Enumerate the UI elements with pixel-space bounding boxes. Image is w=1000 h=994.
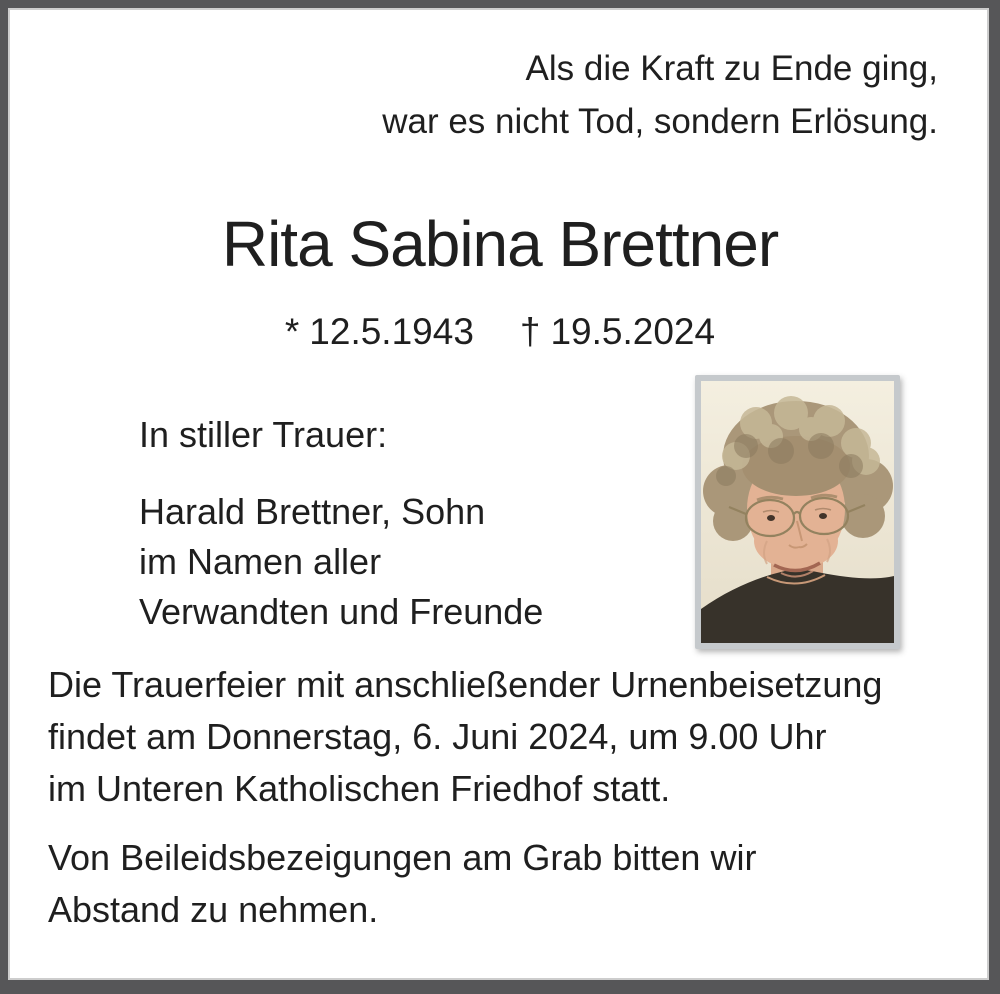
mourners-block: [139, 410, 543, 637]
epitaph: [382, 42, 938, 148]
mourner-line-1: Harald Brettner, Sohn: [139, 491, 486, 532]
death-cross-symbol: †: [519, 311, 541, 352]
epitaph-line-2: war es nicht Tod, sondern Erlösung.: [382, 102, 938, 141]
portrait-illustration: [701, 381, 894, 643]
mourner-line-2: im Namen aller: [139, 541, 382, 582]
portrait-photo: [695, 375, 900, 649]
deceased-name: Rita Sabina Brettner: [221, 208, 779, 280]
condolence-line-1: Von Beileidsbezeigungen am Grab bitten wir: [48, 837, 757, 878]
death-date: 19.5.2024: [550, 311, 716, 352]
life-dates: [0, 306, 1000, 358]
birth-date: 12.5.1943: [309, 311, 474, 352]
condolence-note: [48, 832, 756, 936]
death-date-group: [520, 311, 715, 352]
announcement-line-2: findet am Donnerstag, 6. Juni 2024, um 9.00 Uhr: [48, 716, 827, 757]
announcement-line-3: im Unteren Katholischen Friedhof statt.: [48, 768, 671, 809]
epitaph-line-1: Als die Kraft zu Ende ging,: [525, 49, 938, 88]
announcement-line-1: Die Trauerfeier mit anschließender Urnenbeisetzung: [48, 664, 883, 705]
birth-star-symbol: *: [284, 311, 300, 352]
funeral-announcement: [48, 659, 882, 815]
condolence-line-2: Abstand zu nehmen.: [48, 889, 379, 930]
mourner-line-3: Verwandten und Freunde: [139, 591, 544, 632]
mourners-intro: In stiller Trauer:: [139, 414, 388, 455]
birth-date-group: [285, 311, 474, 352]
